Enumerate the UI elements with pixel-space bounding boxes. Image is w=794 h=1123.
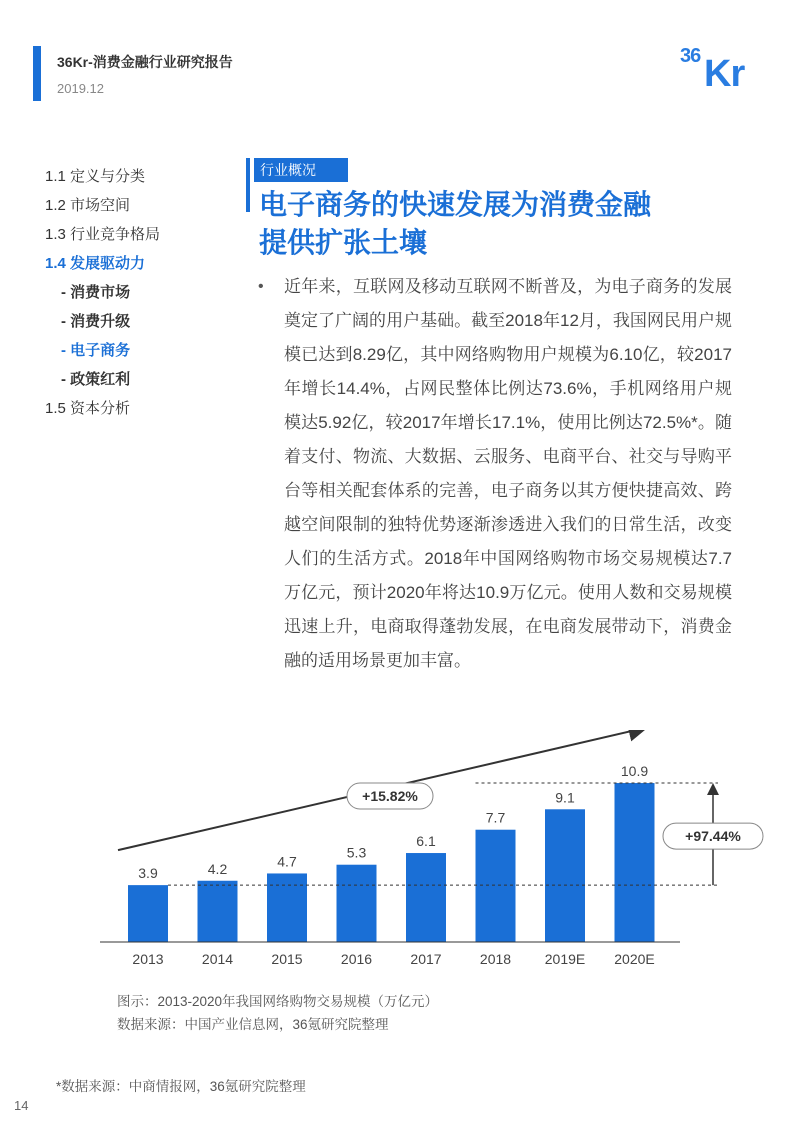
- x-tick-label: 2016: [340, 951, 373, 967]
- x-tick-label: 2018: [479, 951, 512, 967]
- svg-text:Kr: Kr: [704, 53, 745, 90]
- toc-item[interactable]: 1.4 发展驱动力: [45, 255, 146, 272]
- svg-text:36: 36: [680, 45, 701, 67]
- section-accent-bar: [246, 158, 250, 212]
- chart-bar: [267, 873, 307, 942]
- headline-line-1: 电子商务的快速发展为消费金融: [259, 189, 652, 220]
- section-headline: [259, 186, 759, 262]
- report-title: 36Kr-消费金融行业研究报告: [57, 54, 233, 70]
- bar-value-label: 7.7: [485, 809, 506, 826]
- toc-item[interactable]: 1.2 市场空间: [45, 197, 131, 214]
- headline-line-2: 提供扩张土壤: [259, 227, 428, 258]
- logo-36kr: [680, 40, 770, 100]
- chart-bar: [337, 865, 377, 942]
- bar-value-label: 5.3: [346, 844, 367, 861]
- footnote: *数据来源：中商情报网，36氪研究院整理: [56, 1079, 306, 1094]
- logo-36kr-mark: [680, 40, 770, 90]
- growth-label: +97.44%: [685, 828, 741, 845]
- x-tick-label: 2014: [201, 951, 234, 967]
- toc-item[interactable]: 1.5 资本分析: [45, 400, 131, 417]
- figure-caption: 图示：2013-2020年我国网络购物交易规模（万亿元）: [117, 994, 439, 1009]
- figure-source: 数据来源：中国产业信息网，36氪研究院整理: [117, 1017, 389, 1032]
- bar-value-label: 6.1: [416, 833, 436, 850]
- chart-bar: [545, 809, 585, 942]
- toc-item[interactable]: - 消费升级: [61, 313, 131, 330]
- x-tick-label: 2019E: [544, 951, 586, 967]
- bar-chart: [100, 730, 780, 980]
- x-tick-label: 2015: [271, 951, 303, 967]
- table-of-contents: [45, 162, 160, 423]
- x-tick-label: 2013: [132, 951, 164, 967]
- header-accent-bar: [33, 46, 41, 101]
- bar-value-label: 4.2: [207, 860, 228, 877]
- chart-bar: [198, 881, 238, 942]
- report-date: 2019.12: [57, 81, 104, 96]
- chart-bar: [476, 830, 516, 942]
- x-tick-label: 2017: [410, 951, 442, 967]
- bar-value-label: 9.1: [555, 789, 575, 806]
- bullet-point: •: [258, 278, 264, 295]
- toc-item[interactable]: - 消费市场: [61, 284, 131, 301]
- cagr-label: +15.82%: [362, 788, 418, 804]
- toc-item[interactable]: 1.3 行业竞争格局: [45, 226, 161, 243]
- section-tag: 行业概况: [254, 158, 348, 182]
- toc-item[interactable]: - 电子商务: [61, 342, 131, 359]
- toc-item[interactable]: - 政策红利: [61, 371, 131, 388]
- chart-bar: [128, 885, 168, 942]
- x-tick-label: 2020E: [614, 951, 655, 967]
- chart-bar: [615, 783, 655, 942]
- page-number: 14: [14, 1098, 29, 1113]
- toc-item[interactable]: 1.1 定义与分类: [45, 168, 146, 185]
- bar-value-label: 4.7: [277, 853, 297, 870]
- bar-value-label: 3.9: [138, 865, 158, 882]
- bar-value-label: 10.9: [620, 763, 649, 780]
- chart-bar: [406, 853, 446, 942]
- body-paragraph: 近年来，互联网及移动互联网不断普及，为电子商务的发展奠定了广阔的用户基础。截至2018年12月，我国网民用户规模已达到8.29亿，其中网络购物用户规模为6.10亿，较2017年增长14.4%，占网民整体比例达73.6%，手机网络用户规模达5.92亿，较2017年增长17.1%，使用比例达72.5%*。随着支付、物流、大数据、云服务、电商平台、社交与导购平台等相关配套体系的完善，电子商务以其方便快捷高效、跨越空间限制的独特优势逐渐渗透进入我们的日常生活，改变人们的生活方式。2018年中国网络购物市场交易规模达7.7万亿元，预计2020年将达10.9万亿元。使用人数和交易规模迅速上升，电商取得蓬勃发展，在电商发展带动下，消费金融的适用场景更加丰富。: [284, 277, 732, 670]
